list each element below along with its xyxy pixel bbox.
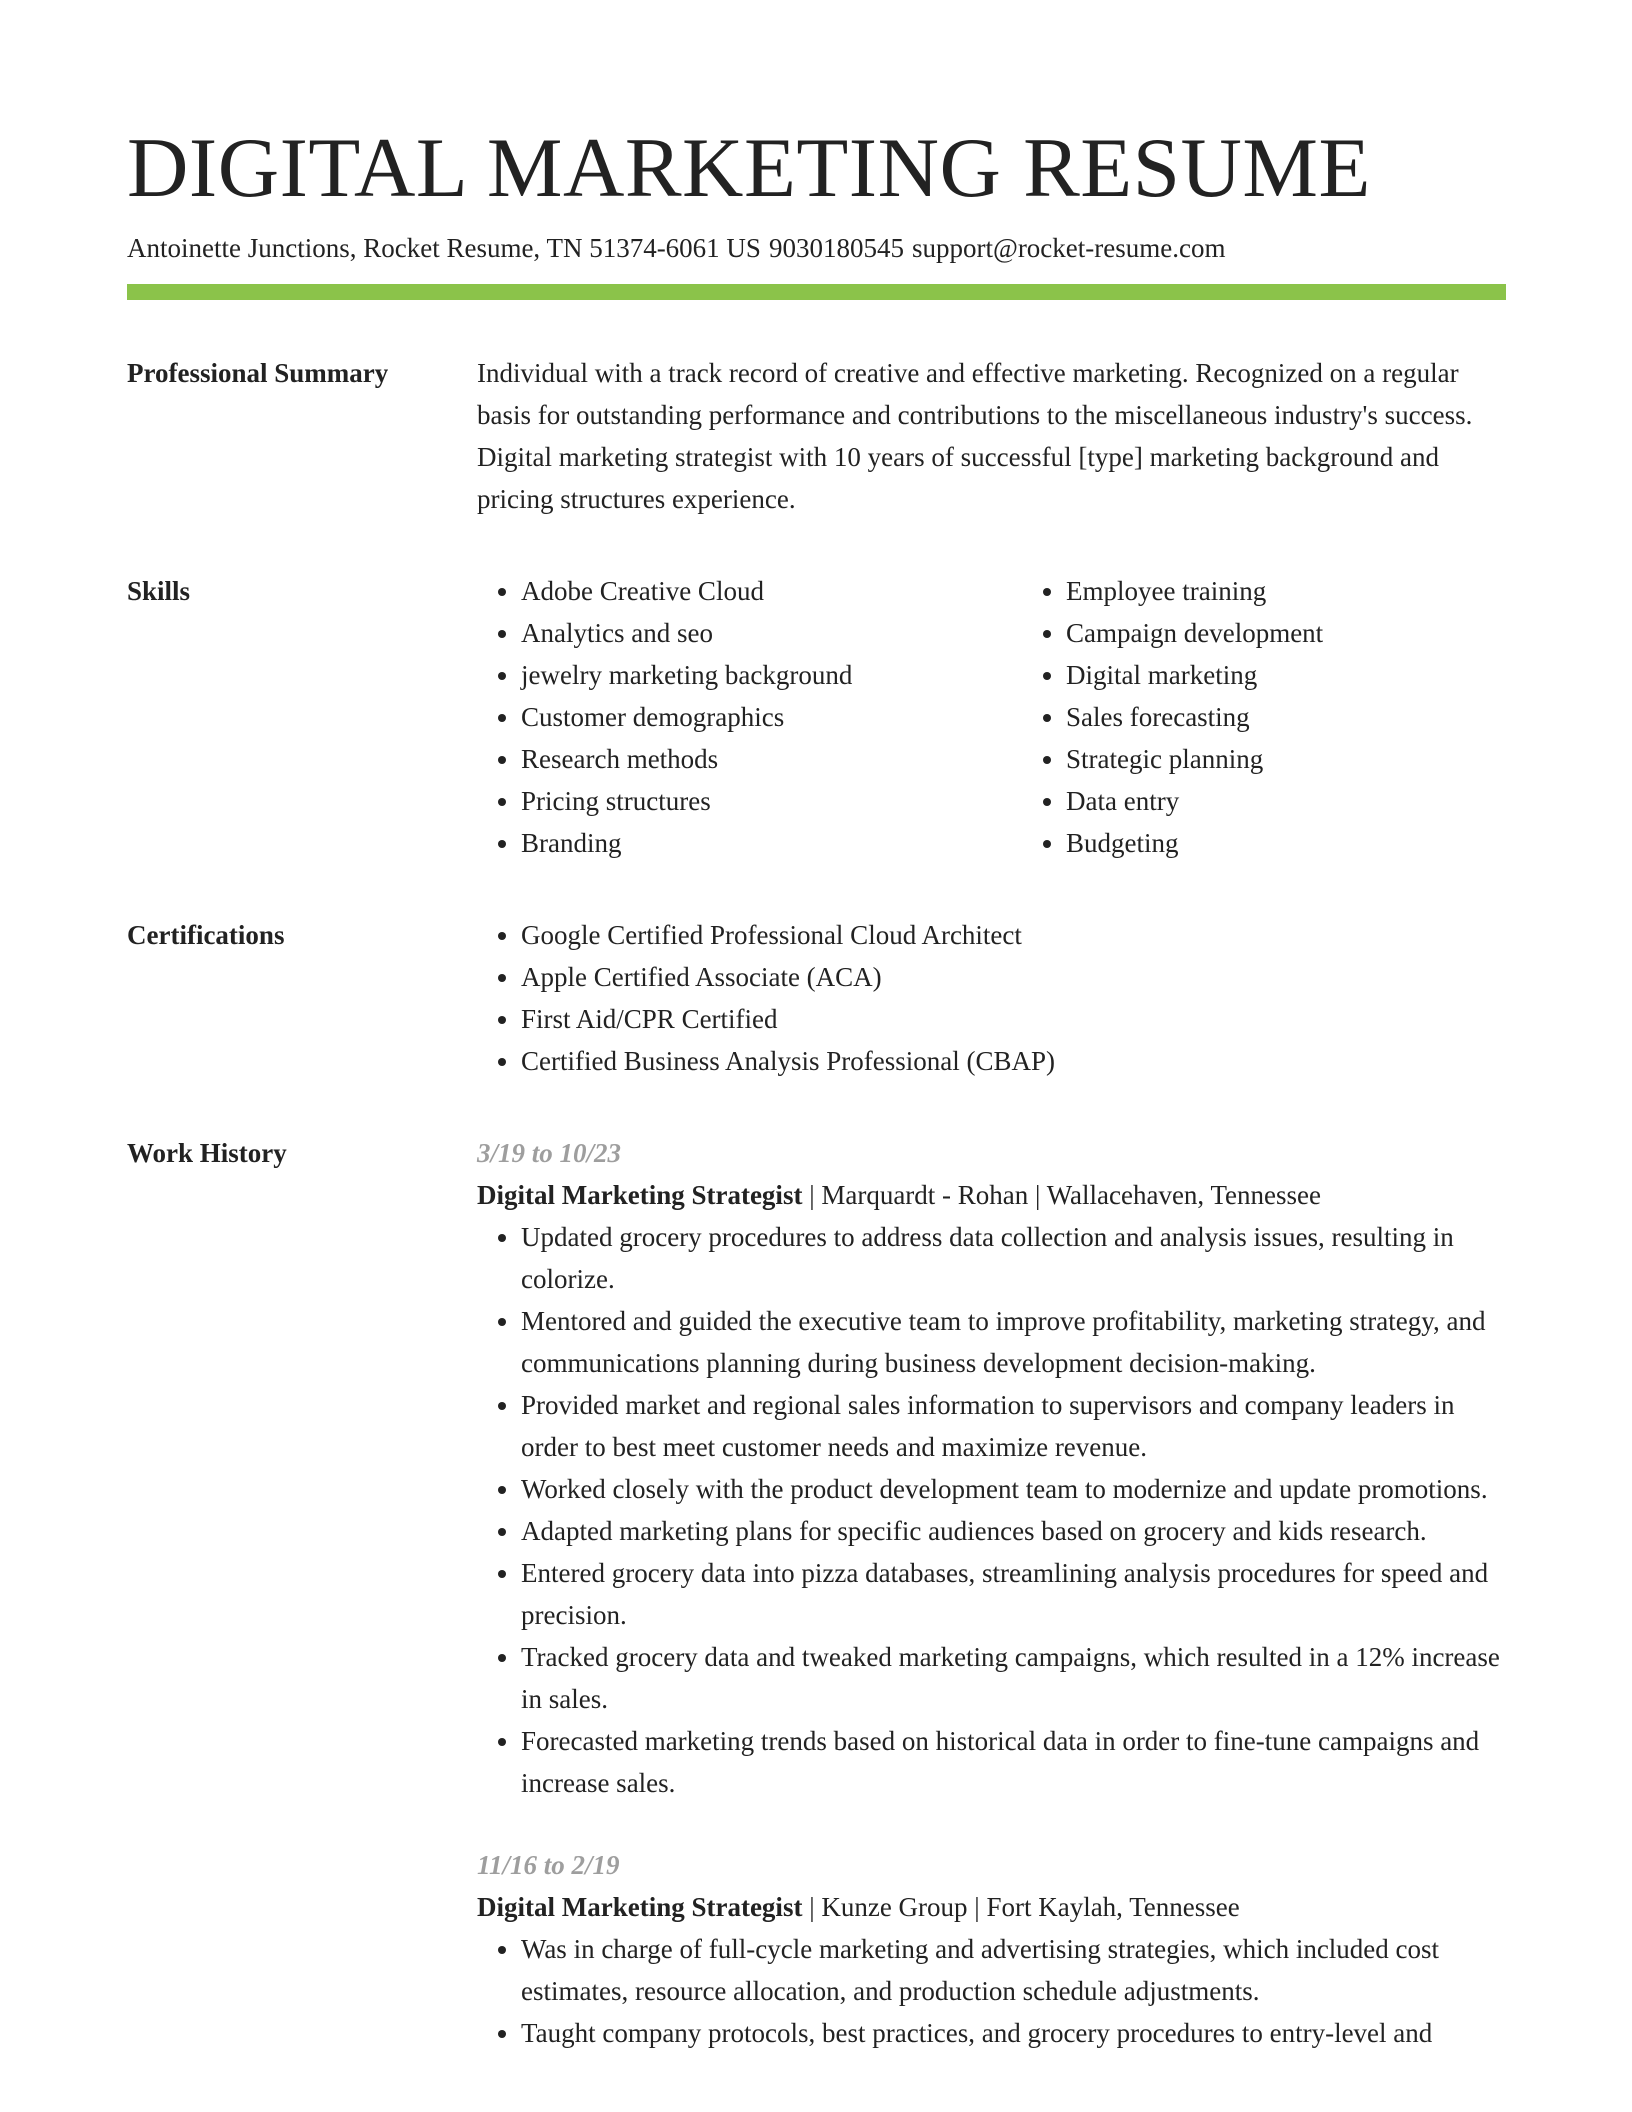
skills-label: Skills <box>127 576 191 606</box>
skill-item: • Branding <box>521 822 1022 864</box>
certification-item: • Apple Certified Associate (ACA) <box>521 956 1506 998</box>
certifications-list <box>477 914 1506 1082</box>
skill-item: • Pricing structures <box>521 780 1022 822</box>
skills-section <box>127 570 1506 864</box>
certification-item: • First Aid/CPR Certified <box>521 998 1506 1040</box>
job-heading <box>477 1174 1506 1216</box>
work-history-section <box>127 1132 1506 2094</box>
job-bullet: • Forecasted marketing trends based on historical data in order to fine-tune campaigns and increase sales. <box>521 1720 1506 1804</box>
skill-item: • Adobe Creative Cloud <box>521 570 1022 612</box>
header-divider <box>127 284 1506 300</box>
job-details: | Marquardt - Rohan | Wallacehaven, Tennessee <box>802 1180 1322 1210</box>
job-bullet: • Updated grocery procedures to address data collection and analysis issues, resulting in colorize. <box>521 1216 1506 1300</box>
skill-item: • Employee training <box>1066 570 1323 612</box>
contact-phone: 9030180545 <box>768 233 904 263</box>
contact-address: Antoinette Junctions, Rocket Resume, TN 51374-6061 US <box>127 233 761 263</box>
certifications-label: Certifications <box>127 920 285 950</box>
skill-item: • Strategic planning <box>1066 738 1323 780</box>
skill-item: • Budgeting <box>1066 822 1323 864</box>
skill-item: • jewelry marketing background <box>521 654 1022 696</box>
work-history-label: Work History <box>127 1138 287 1168</box>
skill-item: • Customer demographics <box>521 696 1022 738</box>
skill-item: • Data entry <box>1066 780 1323 822</box>
certification-item: • Google Certified Professional Cloud Architect <box>521 914 1506 956</box>
contact-email: support@rocket-resume.com <box>911 233 1226 263</box>
job-entry <box>477 1844 1506 2054</box>
skill-item: • Digital marketing <box>1066 654 1323 696</box>
job-bullet: • Tracked grocery data and tweaked marketing campaigns, which resulted in a 12% increase in sales. <box>521 1636 1506 1720</box>
job-bullet: • Was in charge of full-cycle marketing and advertising strategies, which included cost estimates, resource allocation, and production schedule adjustments. <box>521 1928 1506 2012</box>
job-entry <box>477 1132 1506 1804</box>
summary-section <box>127 352 1506 520</box>
certification-item: • Certified Business Analysis Professional (CBAP) <box>521 1040 1506 1082</box>
job-bullet: • Mentored and guided the executive team to improve profitability, marketing strategy, and communications planning during business development decision-making. <box>521 1300 1506 1384</box>
job-bullet: • Adapted marketing plans for specific audiences based on grocery and kids research. <box>521 1510 1506 1552</box>
skill-item: • Analytics and seo <box>521 612 1022 654</box>
summary-text: Individual with a track record of creative and effective marketing. Recognized on a regular basis for outstanding performance and contributions to the miscellaneous industry's success. Digital marketing strategist with 10 years of successful [type] marketing background and pricing structures experience. <box>477 358 1473 514</box>
job-bullets <box>477 1928 1506 2054</box>
job-bullet: • Provided market and regional sales information to supervisors and company leaders in order to best meet customer needs and maximize revenue. <box>521 1384 1506 1468</box>
job-bullet: • Taught company protocols, best practices, and grocery procedures to entry-level and <box>521 2012 1506 2054</box>
job-bullets <box>477 1216 1506 1804</box>
job-heading <box>477 1886 1506 1928</box>
skill-item: • Campaign development <box>1066 612 1323 654</box>
job-title: Digital Marketing Strategist <box>477 1180 803 1210</box>
summary-label: Professional Summary <box>127 358 389 388</box>
job-details: | Kunze Group | Fort Kaylah, Tennessee <box>802 1892 1240 1922</box>
skills-column-1 <box>477 570 1022 864</box>
skills-column-2 <box>1022 570 1323 864</box>
job-bullet: • Entered grocery data into pizza databases, streamlining analysis procedures for speed and precision. <box>521 1552 1506 1636</box>
job-date: 3/19 to 10/23 <box>477 1138 622 1168</box>
job-bullet: • Worked closely with the product development team to modernize and update promotions. <box>521 1468 1506 1510</box>
certifications-section <box>127 914 1506 1082</box>
job-title: Digital Marketing Strategist <box>477 1892 803 1922</box>
resume-title: DIGITAL MARKETING RESUME <box>127 121 1371 215</box>
job-date: 11/16 to 2/19 <box>477 1850 620 1880</box>
contact-line <box>127 230 1506 266</box>
skill-item: • Sales forecasting <box>1066 696 1323 738</box>
skill-item: • Research methods <box>521 738 1022 780</box>
